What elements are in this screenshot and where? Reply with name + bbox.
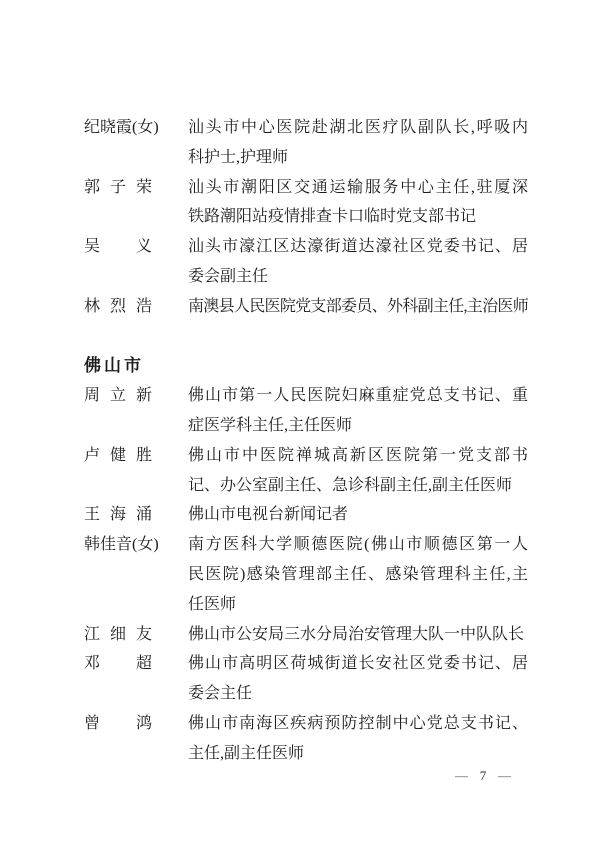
page-number: 7 [479, 768, 487, 783]
entry-description-line: 佛山市电视台新闻记者 [188, 506, 349, 524]
page-content [84, 113, 528, 769]
section-foshan [84, 351, 528, 768]
entry-row [84, 500, 528, 530]
entry-description-line: 记、办公室副主任、急诊科副主任,副主任医师 [188, 476, 513, 494]
entry-description-line: 科护士,护理师 [188, 148, 289, 166]
entry-description [188, 649, 528, 709]
section-heading: 佛山市 [84, 356, 144, 376]
entry-description-line: 汕头市中心医院赴湖北医疗队副队长,呼吸内 [188, 119, 528, 136]
entry-description-line: 汕头市濠江区达濠街道达濠社区党委书记、居 [188, 238, 528, 256]
entry-name: 江细友 [84, 625, 152, 643]
entry-name-column [84, 530, 188, 560]
entry-description [188, 113, 528, 173]
entry-description-line: 佛山市高明区荷城街道长安社区党委书记、居 [188, 655, 528, 673]
entry-name: 邓 超 [84, 655, 152, 673]
entry-row [84, 709, 528, 769]
entry-description [188, 709, 528, 769]
entry-name-column [84, 709, 188, 739]
entry-name: 曾 鸿 [84, 714, 152, 732]
entry-name-column [84, 113, 188, 143]
entry-description-line: 症医学科主任,主任医师 [188, 416, 353, 434]
entry-description-line: 南方医科大学顺德医院(佛山市顺德区第一人 [188, 536, 528, 554]
entry-name-column [84, 381, 188, 411]
entry-row [84, 441, 528, 501]
entry-name-column [84, 292, 188, 322]
entry-description-line: 汕头市潮阳区交通运输服务中心主任,驻厦深 [188, 178, 528, 196]
entry-description-line: 佛山市中医院禅城高新区医院第一党支部书 [188, 446, 528, 464]
entry-description [188, 500, 528, 530]
entry-description-line: 任医师 [188, 595, 237, 613]
entry-description-line: 民医院)感染管理部主任、感染管理科主任,主 [188, 565, 528, 583]
entry-name-column [84, 500, 188, 530]
entry-row [84, 649, 528, 709]
page-footer [455, 767, 511, 784]
entry-description-line: 南澳县人民医院党支部委员、外科副主任,主治医师 [188, 297, 529, 315]
entry-description [188, 381, 528, 441]
entry-description-line: 佛山市公安局三水分局治安管理大队一中队队长 [188, 625, 525, 643]
page-number-dash: — [455, 768, 468, 783]
entry-name: 周立新 [84, 387, 152, 405]
entry-name-column [84, 620, 188, 650]
entry-name: 卢健胜 [84, 446, 152, 464]
entry-description [188, 620, 528, 650]
entry-description-line: 佛山市南海区疾病预防控制中心党总支书记、 [188, 714, 528, 732]
entry-description-line: 委会主任 [188, 685, 253, 703]
entry-name-column [84, 441, 188, 471]
entry-description-line: 主任,副主任医师 [188, 744, 305, 762]
entry-name-column [84, 173, 188, 203]
entry-row [84, 530, 528, 619]
entry-row [84, 113, 528, 173]
entry-row [84, 292, 528, 322]
entry-name: 纪晓霞(女) [84, 119, 159, 136]
entry-row [84, 232, 528, 292]
entry-name-column [84, 649, 188, 679]
entry-row [84, 173, 528, 233]
entry-name: 吴 义 [84, 238, 152, 256]
entry-description-line: 委会副主任 [188, 267, 269, 285]
entry-description [188, 441, 528, 501]
entry-description [188, 232, 528, 292]
page-number-dash: — [498, 768, 511, 783]
entry-name: 韩佳音(女) [84, 536, 159, 554]
entry-description-line: 佛山市第一人民医院妇麻重症党总支书记、重 [188, 387, 528, 405]
entry-name: 郭子荣 [84, 178, 152, 196]
entry-name: 王海涌 [84, 506, 152, 524]
entry-description [188, 292, 528, 322]
entry-row [84, 381, 528, 441]
entry-row [84, 620, 528, 650]
entry-description-line: 铁路潮阳站疫情排查卡口临时党支部书记 [188, 208, 477, 226]
entry-description [188, 173, 528, 233]
entry-name: 林烈浩 [84, 297, 152, 315]
section-shantou-continued [84, 113, 528, 322]
entry-description [188, 530, 528, 619]
entry-name-column [84, 232, 188, 262]
